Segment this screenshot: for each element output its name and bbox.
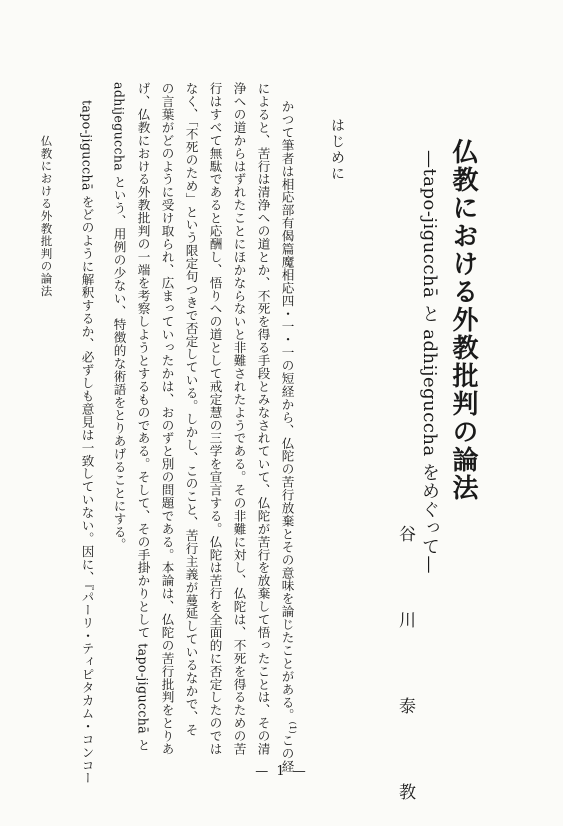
running-title: 仏教における外教批判の論法 <box>39 135 54 298</box>
body-column-1 <box>280 100 296 773</box>
body-column-5: なく、「不死のため」という限定句つきで否定している。しかし、このこと、苦行主義が蔓延しているなかで、そ <box>183 82 199 737</box>
body-column-9: tapo-jigucchā をどのように解釈するか、必ずしも意見は一致していない。因に、『パーリ・ティピタカム・コンコー <box>79 100 95 785</box>
body-column-6: の言葉がどのように受け取られ、広まっていったかは、おのずと別の問題である。本論は、仏陀の苦行批判をとりあ <box>159 82 175 756</box>
page-number: — 1 — <box>255 764 308 779</box>
body-column-2: によると、苦行は清浄への道とか、不死を得る手段とみなされていて、仏陀が苦行を放棄して悟ったことは、その清 <box>255 82 271 756</box>
author-name: 谷 川 泰 教 <box>395 525 415 826</box>
body-text: この経 <box>279 734 295 773</box>
section-heading: はじめに <box>329 118 345 182</box>
body-column-8: adhijeguccha という、用例の少ない、特徴的な術語をとりあげることにする。 <box>111 82 127 552</box>
footnote-ref: (1) <box>287 721 297 734</box>
body-text: かつて筆者は相応部有偈篇魔相応四・一・一の短経から、仏陀の苦行放棄とその意味を論じたことがある。 <box>279 100 295 722</box>
body-column-4: 行はすべて無駄であると応酬し、悟りへの道として戒定慧の三学を宣言する。仏陀は苦行を全面的に否定したのでは <box>207 82 223 756</box>
body-column-3: 浄への道からはずれたことにほかならないと非難されたようである。その非難に対し、仏陀は、不死を得るための苦 <box>231 82 247 756</box>
article-title: 仏教における外教批判の論法 <box>448 138 478 502</box>
body-column-7: げ、仏教における外教批判の一端を考察しようとするものである。そして、その手掛かりとして tapo-jigucchā と <box>135 82 151 752</box>
article-subtitle: —tapo-jigucchā と adhijeguccha をめぐって— <box>419 150 440 574</box>
